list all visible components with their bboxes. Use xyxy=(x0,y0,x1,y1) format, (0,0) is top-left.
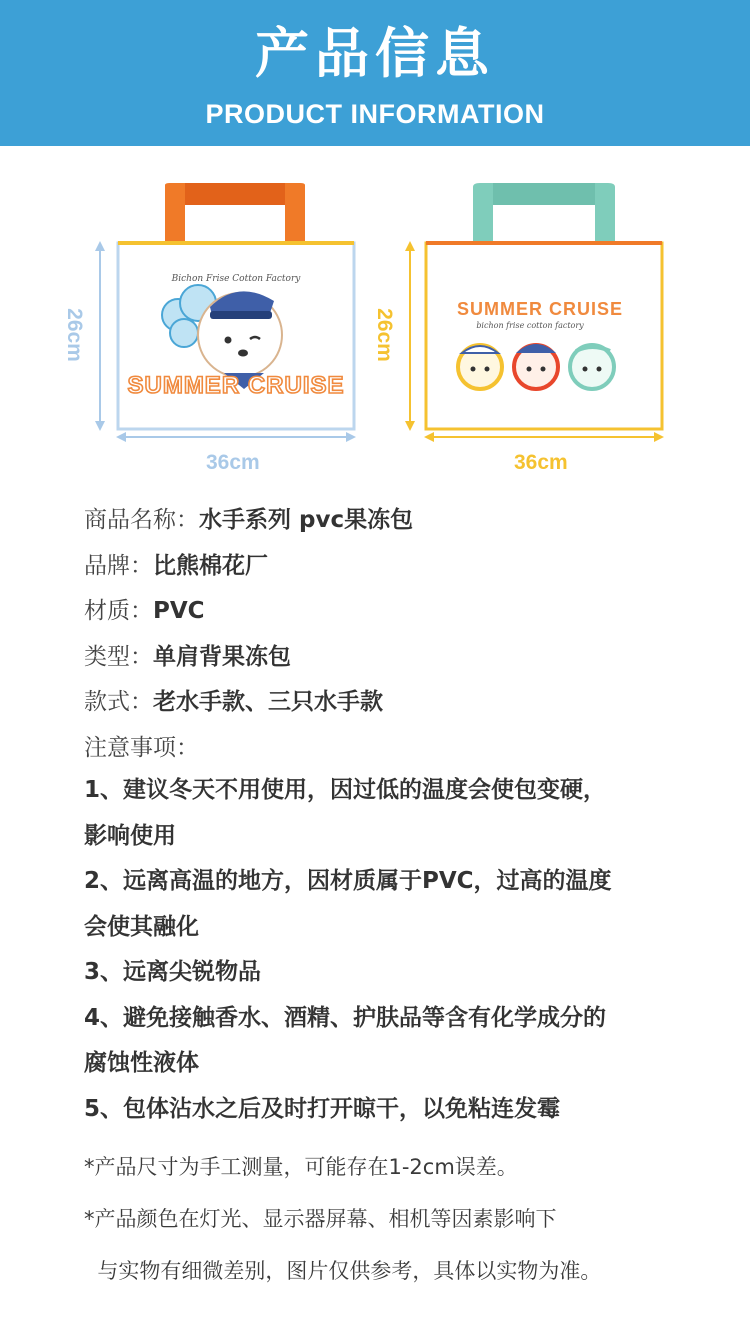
footnote-color-cont: 与实物有细微差别，图片仅供参考，具体以实物为准。 xyxy=(84,1259,602,1283)
note-line: 2、远离高温的地方，因材质属于PVC，过高的温度 xyxy=(84,868,612,894)
spec-row-notes-heading: 注意事项： xyxy=(84,734,199,761)
height-label: 26cm xyxy=(63,308,86,362)
note-line: 3、远离尖锐物品 xyxy=(84,959,262,985)
spec-row-type: 类型：单肩背果冻包 xyxy=(84,643,291,670)
note-line: 影响使用 xyxy=(84,822,176,849)
care-notes xyxy=(84,768,684,1132)
width-label: 36cm xyxy=(514,451,568,474)
spec-row-name: 商品名称：水手系列 pvc果冻包 xyxy=(84,507,414,533)
width-label: 36cm xyxy=(206,451,260,474)
bag-illustration-three-sailors xyxy=(370,175,690,475)
footnote-size: *产品尺寸为手工测量，可能存在1-2cm误差。 xyxy=(84,1155,518,1179)
height-label: 26cm xyxy=(373,308,396,362)
wordmark: SUMMER CRUISE xyxy=(127,372,345,399)
bag-body xyxy=(426,243,662,429)
wordmark: SUMMER CRUISE xyxy=(456,299,624,319)
spec-list xyxy=(84,498,684,771)
bag-illustration-old-sailor xyxy=(60,175,380,475)
spec-row-style: 款式：老水手款、三只水手款 xyxy=(84,689,383,715)
note-line: 1、建议冬天不用使用，因过低的温度会使包变硬， xyxy=(84,777,607,803)
bag-figure-old-sailor xyxy=(60,175,380,475)
page-title: 产品信息 xyxy=(255,22,495,85)
bear-red-icon xyxy=(514,344,558,389)
bear-green-icon xyxy=(570,345,614,389)
note-line: 5、包体沾水之后及时打开晾干，以免粘连发霉 xyxy=(84,1095,561,1122)
spec-row-brand: 品牌：比熊棉花厂 xyxy=(84,552,268,579)
spec-row-material: 材质：PVC xyxy=(84,598,205,624)
note-line: 会使其融化 xyxy=(84,913,199,940)
page-subtitle: PRODUCT INFORMATION xyxy=(205,99,545,129)
footnote-color: *产品颜色在灯光、显示器屏幕、相机等因素影响下 xyxy=(84,1207,557,1231)
brand-script: Bichon Frise Cotton Factory xyxy=(171,274,301,284)
bear-yellow-icon xyxy=(458,345,502,389)
note-line: 4、避免接触香水、酒精、护肤品等含有化学成分的 xyxy=(84,1004,607,1031)
note-line: 腐蚀性液体 xyxy=(84,1050,199,1076)
header-banner xyxy=(0,0,750,146)
bag-figure-three-sailors xyxy=(370,175,690,475)
brand-script: bichon frise cotton factory xyxy=(476,321,584,330)
